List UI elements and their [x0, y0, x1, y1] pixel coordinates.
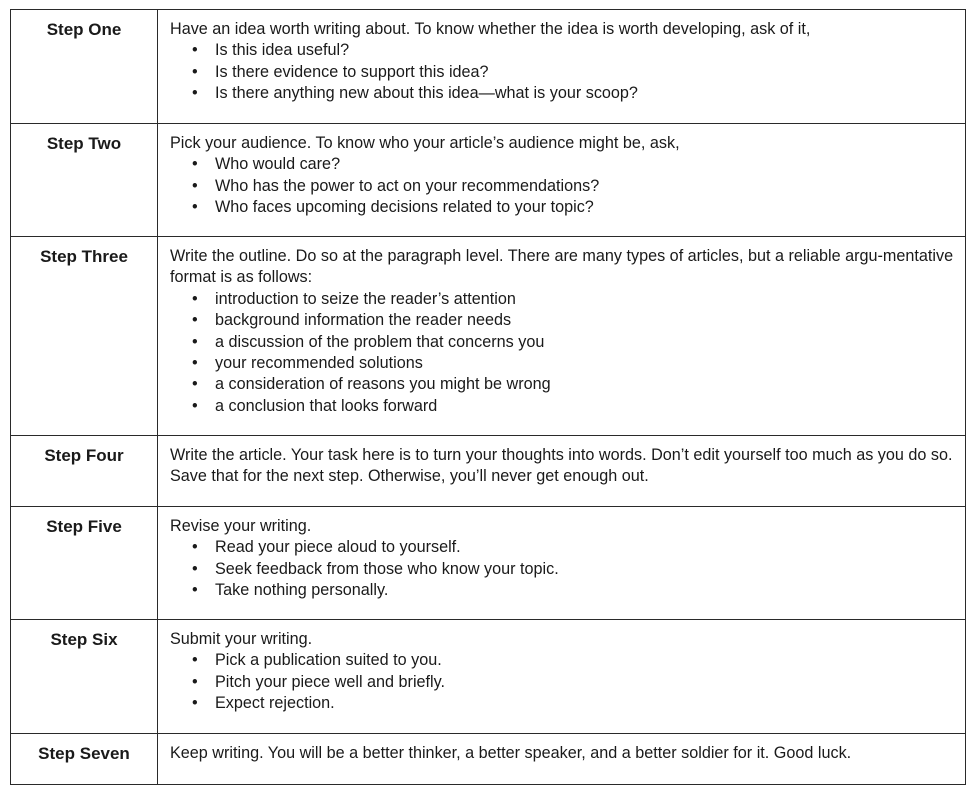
list-item-text: Who has the power to act on your recommendations? [215, 176, 600, 195]
bullet-icon: • [192, 581, 198, 600]
step-label: Step Five [11, 507, 158, 620]
list-item [192, 83, 955, 104]
step-row-two [11, 124, 966, 237]
list-item [192, 672, 955, 693]
step-label: Step One [11, 10, 158, 124]
step-content [158, 507, 966, 620]
list-item-text: a conclusion that looks forward [215, 396, 438, 415]
bullet-list [170, 154, 955, 218]
bullet-icon: • [192, 84, 198, 103]
list-item-text: Is there anything new about this idea—what is your scoop? [215, 84, 638, 103]
step-label: Step Two [11, 124, 158, 237]
list-item [192, 310, 955, 331]
step-intro-text: Submit your writing. [170, 630, 313, 648]
bullet-icon: • [192, 311, 198, 330]
bullet-icon: • [192, 651, 198, 670]
step-intro-text: Have an idea worth writing about. To know whether the idea is worth developing, ask of it, [170, 20, 811, 38]
list-item [192, 62, 955, 83]
list-item-text: Take nothing personally. [215, 581, 389, 600]
list-item-text: Seek feedback from those who know your topic. [215, 559, 559, 578]
list-item-text: Is this idea useful? [215, 41, 350, 60]
list-item [192, 374, 955, 395]
bullet-icon: • [192, 538, 198, 557]
step-content [158, 436, 966, 507]
step-row-six [11, 620, 966, 734]
list-item-text: introduction to seize the reader’s attention [215, 289, 516, 308]
list-item [192, 559, 955, 580]
step-intro-text: Pick your audience. To know who your article’s audience might be, ask, [170, 134, 680, 152]
step-row-three [11, 237, 966, 436]
list-item [192, 650, 955, 671]
step-content [158, 10, 966, 124]
list-item [192, 537, 955, 558]
list-item-text: Who faces upcoming decisions related to your topic? [215, 198, 594, 217]
list-item [192, 396, 955, 417]
step-label: Step Four [11, 436, 158, 507]
bullet-list [170, 40, 955, 104]
list-item-text: your recommended solutions [215, 354, 423, 373]
bullet-list [170, 289, 955, 417]
bullet-icon: • [192, 375, 198, 394]
list-item [192, 176, 955, 197]
list-item-text: a discussion of the problem that concerns you [215, 332, 545, 351]
list-item [192, 693, 955, 714]
list-item [192, 353, 955, 374]
step-row-one [11, 10, 966, 124]
step-intro-text: Write the outline. Do so at the paragraph level. There are many types of articles, but a reliable argu-mentative format is as follows: [170, 247, 954, 287]
list-item [192, 197, 955, 218]
step-label: Step Six [11, 620, 158, 734]
step-row-five [11, 507, 966, 620]
list-item [192, 40, 955, 61]
list-item [192, 154, 955, 175]
bullet-list [170, 650, 955, 714]
bullet-icon: • [192, 332, 198, 351]
bullet-icon: • [192, 41, 198, 60]
bullet-icon: • [192, 155, 198, 174]
step-intro-text: Keep writing. You will be a better thinker, a better speaker, and a better soldier for it. Good luck. [170, 744, 852, 762]
list-item-text: Is there evidence to support this idea? [215, 62, 489, 81]
list-item-text: Expect rejection. [215, 694, 335, 713]
list-item-text: Pick a publication suited to you. [215, 651, 442, 670]
list-item [192, 289, 955, 310]
list-item [192, 332, 955, 353]
list-item-text: Who would care? [215, 155, 341, 174]
bullet-list [170, 537, 955, 601]
step-row-four [11, 436, 966, 507]
step-content [158, 734, 966, 785]
bullet-icon: • [192, 289, 198, 308]
step-content [158, 620, 966, 734]
step-row-seven [11, 734, 966, 785]
step-content [158, 124, 966, 237]
step-content [158, 237, 966, 436]
bullet-icon: • [192, 354, 198, 373]
list-item-text: Pitch your piece well and briefly. [215, 672, 446, 691]
list-item-text: a consideration of reasons you might be wrong [215, 375, 551, 394]
bullet-icon: • [192, 694, 198, 713]
bullet-icon: • [192, 62, 198, 81]
step-label: Step Seven [11, 734, 158, 785]
steps-table-body [11, 10, 966, 785]
bullet-icon: • [192, 559, 198, 578]
bullet-icon: • [192, 396, 198, 415]
steps-table [10, 9, 966, 785]
bullet-icon: • [192, 672, 198, 691]
bullet-icon: • [192, 176, 198, 195]
step-label: Step Three [11, 237, 158, 436]
list-item-text: background information the reader needs [215, 311, 512, 330]
step-intro-text: Write the article. Your task here is to turn your thoughts into words. Don’t edit yourself too much as you do so. Save that for the next step. Otherwise, you’ll never get enough out. [170, 446, 953, 486]
step-intro-text: Revise your writing. [170, 517, 312, 535]
list-item-text: Read your piece aloud to yourself. [215, 538, 461, 557]
list-item [192, 580, 955, 601]
bullet-icon: • [192, 198, 198, 217]
